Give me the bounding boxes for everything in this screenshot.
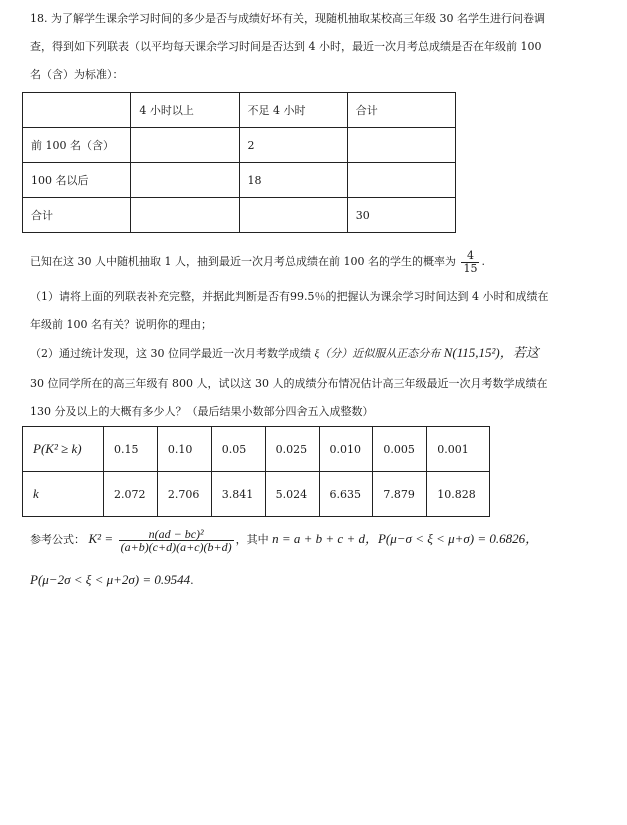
ct-cell: 18 — [239, 163, 347, 198]
ct-cell: 30 — [347, 198, 455, 233]
question-2-line-1 — [30, 345, 539, 362]
formula-p1: ，P(μ−σ < ξ < μ+σ) = 0.6826， — [364, 531, 539, 546]
formula-fraction — [119, 528, 234, 553]
formula-k2: K² = — [88, 531, 114, 546]
ct-cell: 100 名以后 — [23, 163, 131, 198]
formula-n-def: n = a + b + c + d — [272, 531, 365, 546]
ct-header-1: 4 小时以上 — [131, 93, 239, 128]
ct-cell: 2 — [239, 128, 347, 163]
ct-header-0 — [23, 93, 131, 128]
ct-cell — [131, 198, 239, 233]
fraction-numerator: 4 — [461, 250, 479, 263]
formula-prefix: 参考公式： — [30, 533, 85, 546]
q2-normal-dist: N(115,15²)，若这 — [443, 345, 539, 360]
kt-cell: 0.10 — [157, 427, 211, 472]
kt-cell: 7.879 — [373, 472, 427, 517]
ct-cell — [347, 163, 455, 198]
fraction-denominator: 15 — [463, 261, 478, 275]
formula-mid: ，其中 — [235, 533, 269, 546]
kt-cell: 0.025 — [265, 427, 319, 472]
known-end: . — [481, 255, 485, 268]
q2-text-b: ξ（分）近似服从正态分布 — [314, 348, 441, 360]
ct-cell: 前 100 名（含） — [23, 128, 131, 163]
ct-cell — [131, 128, 239, 163]
reference-formula — [30, 524, 538, 555]
kt-cell: 6.635 — [319, 472, 373, 517]
kt-cell: 0.010 — [319, 427, 373, 472]
contingency-table — [22, 92, 456, 233]
kt-cell: 2.072 — [104, 472, 158, 517]
ct-header-2: 不足 4 小时 — [239, 93, 347, 128]
ct-cell: 合计 — [23, 198, 131, 233]
ct-cell — [131, 163, 239, 198]
question-1-line-2: 年级前 100 名有关？说明你的理由； — [30, 318, 212, 331]
ct-header-3: 合计 — [347, 93, 455, 128]
kt-cell: 0.001 — [427, 427, 490, 472]
kt-row2-label: k — [23, 472, 104, 517]
kt-cell: 0.05 — [211, 427, 265, 472]
k-critical-table — [22, 426, 490, 517]
q2-text-a: （2）通过统计发现，这 30 位同学最近一次月考数学成绩 — [30, 347, 311, 360]
kt-cell: 2.706 — [157, 472, 211, 517]
formula-end: . — [190, 574, 194, 587]
kt-row1-label: P(K² ≥ k) — [23, 427, 104, 472]
kt-cell: 10.828 — [427, 472, 490, 517]
kt-cell: 0.15 — [104, 427, 158, 472]
question-1-line-1: （1）请将上面的列联表补充完整，并据此判断是否有99.5％的把握认为课余学习时间达到 4 小时和成绩在 — [30, 290, 549, 303]
ct-cell — [347, 128, 455, 163]
formula-line-2 — [30, 572, 194, 589]
kt-cell: 0.005 — [373, 427, 427, 472]
kt-cell: 5.024 — [265, 472, 319, 517]
ct-cell — [239, 198, 347, 233]
question-2-line-2: 30 位同学所在的高三年级有 800 人，试以这 30 人的成绩分布情况估计高三年级最近一次月考数学成绩在 — [30, 377, 548, 390]
question-2-line-3: 130 分及以上的大概有多少人？（最后结果小数部分四舍五入成整数） — [30, 405, 374, 418]
probability-fraction — [461, 250, 479, 275]
formula-numerator: n(ad − bc)² — [119, 528, 234, 541]
intro-line-1: 18. 为了解学生课余学习时间的多少是否与成绩好坏有关，现随机抽取某校高三年级 30 名学生进行问卷调 — [30, 12, 545, 25]
known-text: 已知在这 30 人中随机抽取 1 人，抽到最近一次月考总成绩在前 100 名的学生的概率为 — [30, 255, 456, 268]
formula-denominator: (a+b)(c+d)(a+c)(b+d) — [120, 539, 232, 554]
known-condition — [30, 248, 485, 276]
formula-p2: P(μ−2σ < ξ < μ+2σ) = 0.9544 — [30, 572, 191, 587]
intro-line-2: 查，得到如下列联表（以平均每天课余学习时间是否达到 4 小时，最近一次月考总成绩是否在年级前 100 — [30, 40, 542, 53]
kt-cell: 3.841 — [211, 472, 265, 517]
intro-line-3: 名（含）为标准）： — [30, 68, 124, 81]
